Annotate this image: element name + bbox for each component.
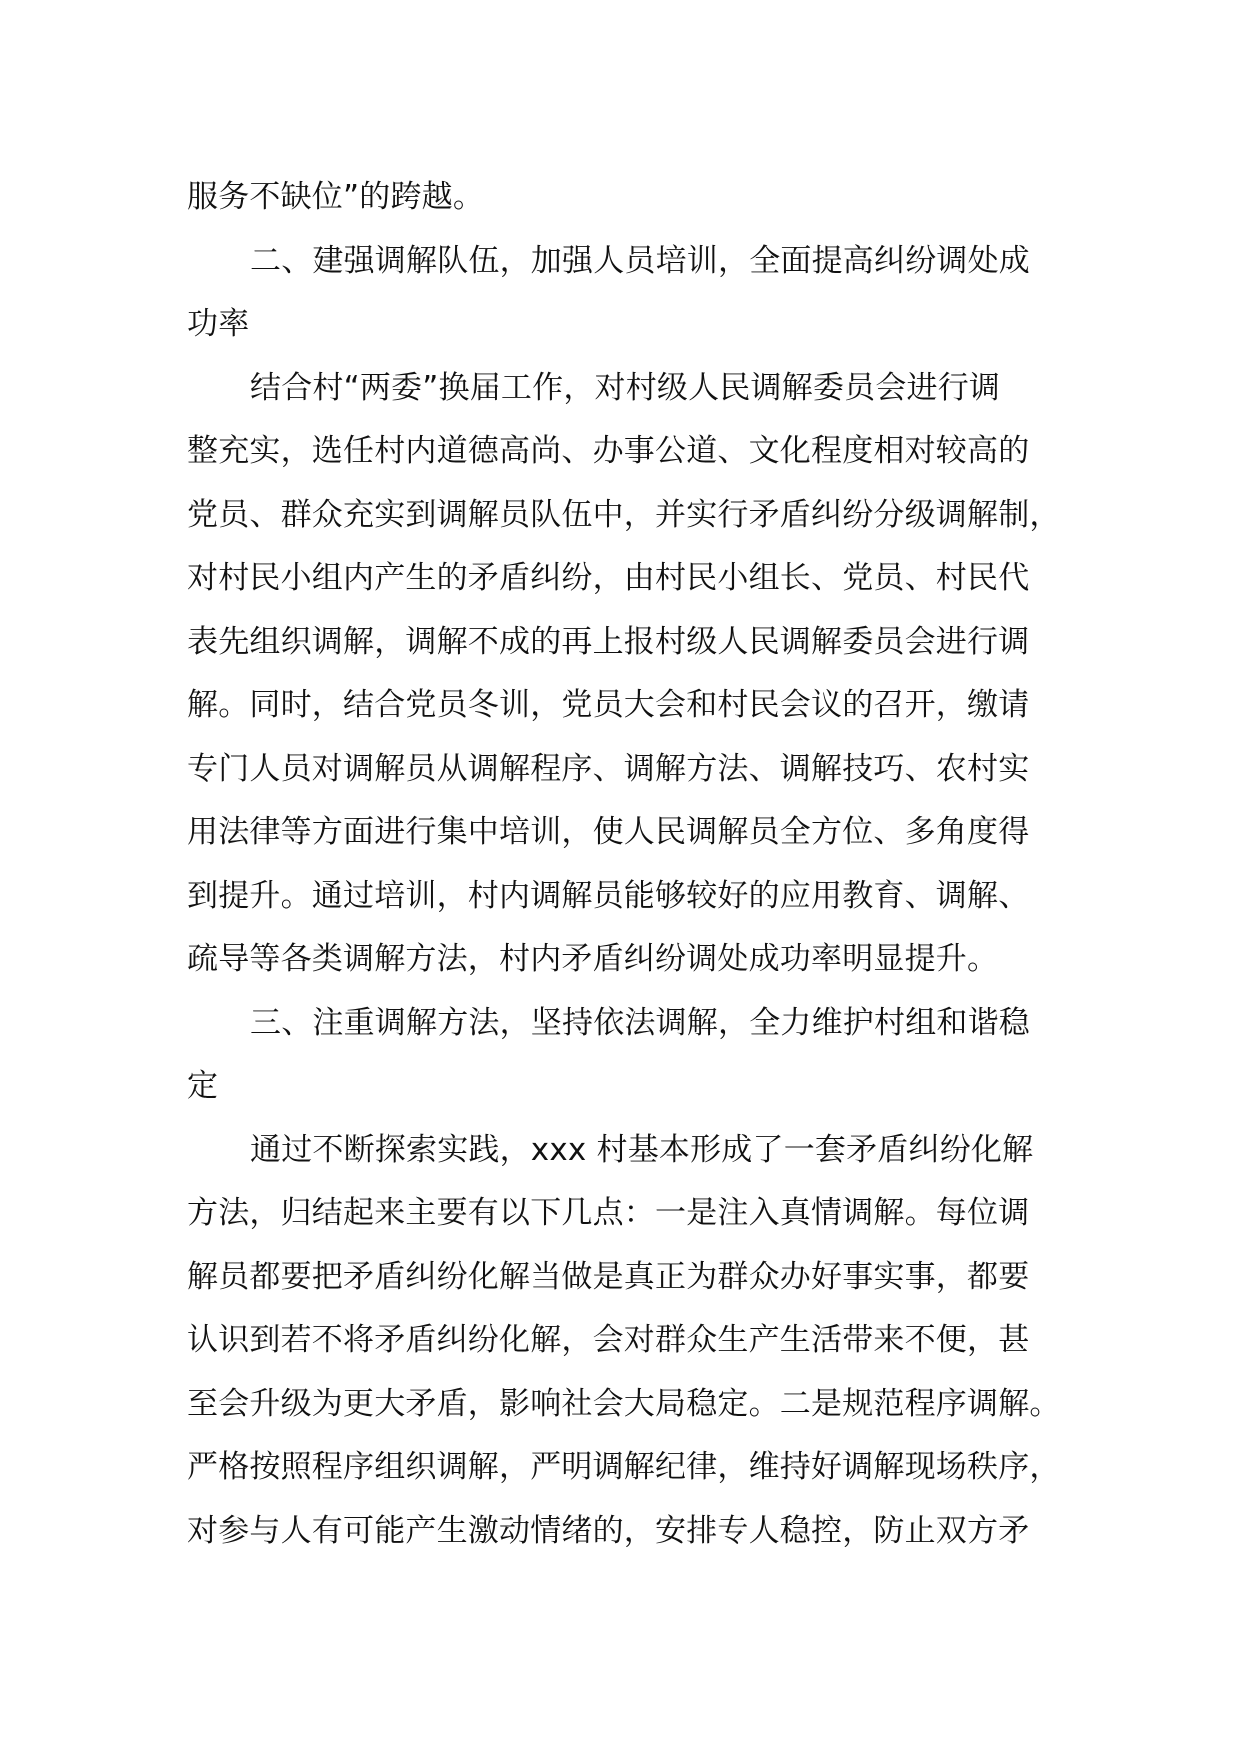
document-body (187, 166, 1087, 1563)
section-heading: 三、注重调解方法，坚持依法调解，全力维护村组和谐稳 (250, 1004, 1030, 1041)
paragraph-line: 至会升级为更大矛盾，影响社会大局稳定。二是规范程序调解。 (187, 1385, 1061, 1422)
paragraph-line: 疏导等各类调解方法，村内矛盾纠纷调处成功率明显提升。 (187, 941, 999, 977)
text-line: 服务不缺位”的跨越。 (187, 179, 485, 215)
paragraph-line: 方法，归结起来主要有以下几点：一是注入真情调解。每位调 (187, 1195, 1030, 1231)
paragraph-line: 整充实，选任村内道德高尚、办事公道、文化程度相对较高的 (187, 433, 1030, 469)
section-heading-continuation: 定 (187, 1068, 219, 1104)
paragraph-line: 专门人员对调解员从调解程序、调解方法、调解技巧、农村实 (187, 750, 1030, 787)
paragraph-line: 解。同时，结合党员冬训，党员大会和村民会议的召开，缴请 (187, 687, 1030, 723)
section-heading-continuation: 功率 (187, 306, 250, 342)
paragraph-line: 用法律等方面进行集中培训，使人民调解员全方位、多角度得 (187, 814, 1030, 850)
paragraph-line: 到提升。通过培训，村内调解员能够较好的应用教育、调解、 (187, 877, 1030, 914)
paragraph-line: 认识到若不将矛盾纠纷化解，会对群众生产生活带来不便，甚 (187, 1322, 1030, 1358)
paragraph-line: 解员都要把矛盾纠纷化解当做是真正为群众办好事实事，都要 (187, 1258, 1030, 1295)
paragraph-line: 对村民小组内产生的矛盾纠纷，由村民小组长、党员、村民代 (187, 560, 1030, 596)
section-heading: 二、建强调解队伍，加强人员培训，全面提高纠纷调处成 (250, 242, 1030, 279)
paragraph-line: 通过不断探索实践，xxx 村基本形成了一套矛盾纠纷化解 (250, 1131, 1034, 1168)
paragraph-line: 表先组织调解，调解不成的再上报村级人民调解委员会进行调 (187, 623, 1030, 660)
paragraph-line: 对参与人有可能产生激动情绪的，安排专人稳控，防止双方矛 (187, 1512, 1030, 1549)
paragraph-line: 严格按照程序组织调解，严明调解纪律，维持好调解现场秩序， (187, 1449, 1061, 1485)
paragraph-line: 党员、群众充实到调解员队伍中，并实行矛盾纠纷分级调解制， (187, 496, 1061, 533)
paragraph-line: 结合村“两委”换届工作，对村级人民调解委员会进行调 (250, 369, 1001, 406)
